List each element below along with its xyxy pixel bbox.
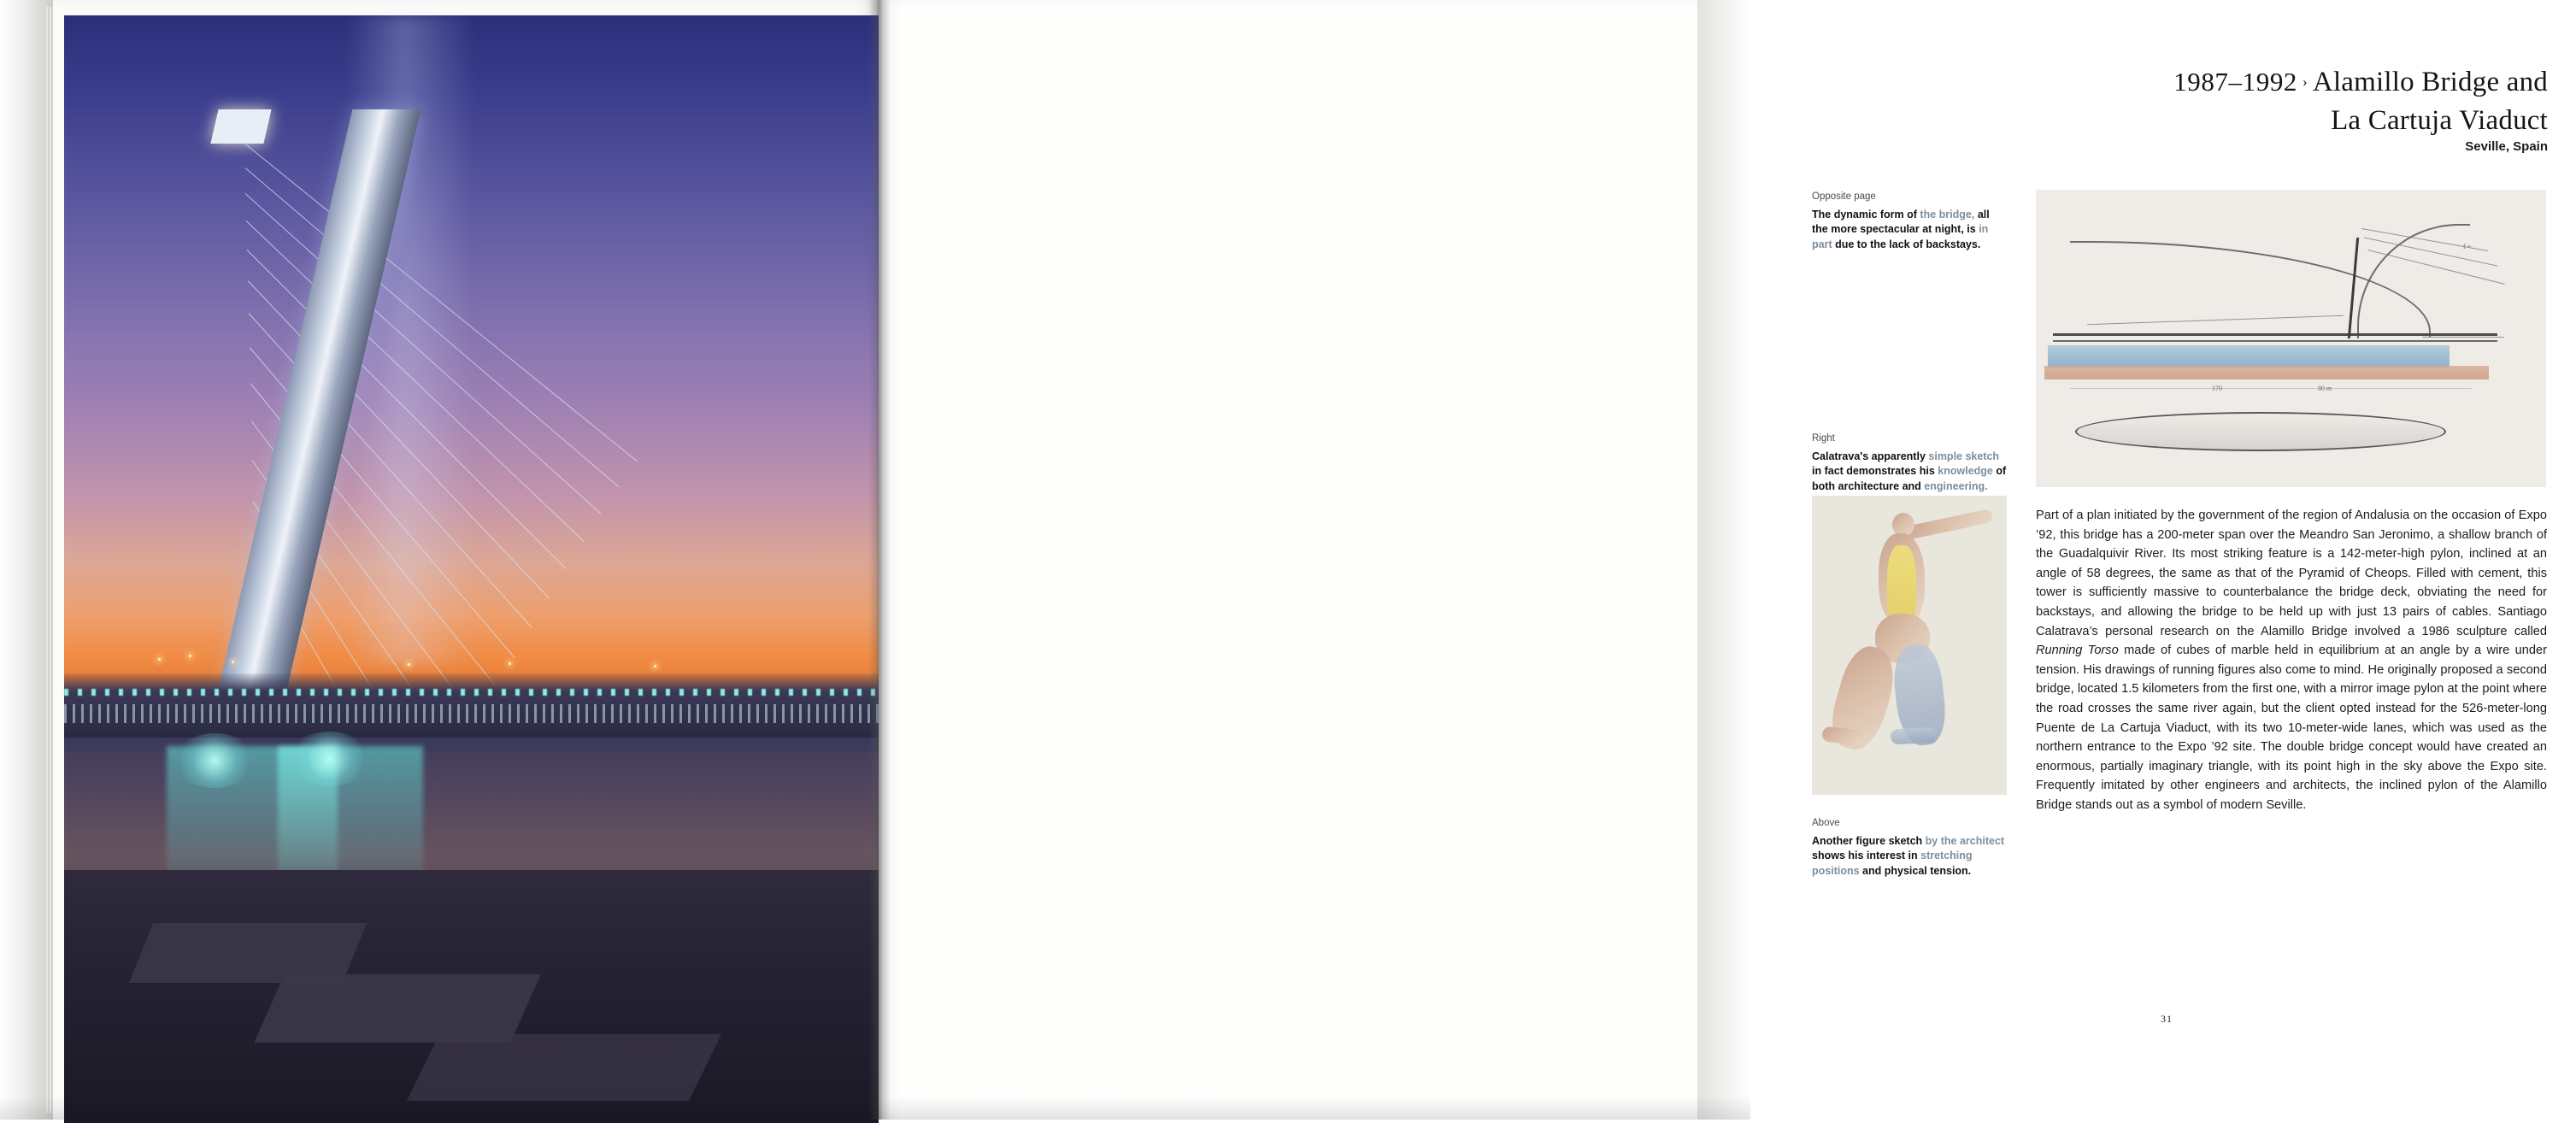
caption-lead: Right	[1812, 433, 1835, 444]
figure-front-foot	[1891, 727, 1938, 745]
pylon-top-light	[210, 109, 271, 144]
figure-highlight	[1887, 545, 1916, 624]
sketch-annotation: 80 m	[2318, 385, 2332, 392]
distant-light	[232, 661, 234, 663]
distant-light	[509, 662, 511, 665]
project-title-line1: Alamillo Bridge and	[2312, 67, 2548, 97]
sketch-ground	[2044, 366, 2489, 379]
caption-body: The dynamic form of the bridge, all the more spectacular at night, is in part due to the lack of backstays.	[1812, 208, 1990, 250]
bridge-photograph	[64, 15, 879, 1108]
sketch-river	[2048, 345, 2450, 367]
sketch-line	[2422, 337, 2504, 338]
distant-light	[189, 655, 191, 657]
page-number: 31	[2161, 1013, 2173, 1025]
deck-lighting	[64, 689, 879, 696]
caption-above	[1812, 816, 2007, 879]
caption-body: Calatrava's apparently simple sketch in fact demonstrates his knowledge of both architecture and engineering.	[1812, 450, 2007, 492]
page-title	[1945, 65, 2548, 138]
project-years: 1987–1992	[2173, 67, 2298, 97]
sketch-deck-line	[2053, 333, 2497, 336]
right-page	[879, 0, 2548, 1120]
title-separator: ›	[2303, 73, 2308, 90]
book-edge-right	[1697, 0, 1750, 1120]
under-deck-light	[173, 733, 256, 788]
sketch-line	[2070, 388, 2472, 389]
sketch-pylon-curve	[2357, 224, 2470, 338]
sketch-annotation: 170	[2212, 385, 2222, 392]
quay-slab	[254, 974, 541, 1043]
figure-back-foot	[1821, 726, 1864, 746]
under-deck-light	[288, 732, 370, 786]
project-location: Seville, Spain	[2465, 139, 2548, 154]
distant-light	[408, 663, 410, 666]
bridge-sketch-figure	[2036, 190, 2546, 487]
caption-right	[1812, 432, 2007, 494]
caption-body: Another figure sketch by the architect shows his interest in stretching positions and physical tension.	[1812, 834, 2005, 877]
distant-light	[654, 665, 656, 667]
sketch-deck-line	[2053, 340, 2497, 342]
figure-sketch-figure	[1812, 496, 2007, 795]
quay-slab	[407, 1034, 721, 1101]
deck-railing	[64, 704, 879, 723]
sketch-lower-plan	[2075, 412, 2446, 451]
book-edge-left	[0, 0, 55, 1120]
body-text: Part of a plan initiated by the government of the region of Andalusia on the occasion of Expo ’92, this bridge has a 200-meter span over the Meandro San Jeronimo, a shallow branch of the Guadalquivir River. Its most striking feature is a 142-meter-high pylon, inclined at an angle of 58 degrees, the same as that of the Pyramid of Cheops. Filled with cement, this tower is sufficiently massive to counterbalance the bridge deck, obviating the need for backstays, and allowing the bridge to be held up with just 13 pairs of cables. Santiago Calatrava’s personal research on the Alamillo Bridge involved a 1986 sculpture called Running Torso made of cubes of marble held in equilibrium at an angle by a wire under tension. His drawings of running figures also come to mind. He originally proposed a second bridge, located 1.5 kilometers from the first one, with a mirror image pylon at the point where the road crosses the same river again, but the client opted instead for the 526-meter-long Puente de La Cartuja Viaduct, with its two 10-meter-wide lanes, which was used as the northern entrance to the Expo ’92 site. The double bridge concept would have created an enormous, partially imaginary triangle, with its point high in the sky above the Expo site. Frequently imitated by other engineers and architects, the inclined pylon of the Alamillo Bridge stands out as a symbol of modern Seville.	[2036, 509, 2547, 812]
caption-lead: Opposite page	[1812, 191, 1876, 202]
caption-lead: Above	[1812, 818, 1840, 828]
caption-opposite-page	[1812, 190, 2007, 252]
left-page	[53, 0, 879, 1120]
project-title-line2: La Cartuja Viaduct	[2331, 105, 2548, 136]
sketch-annotation: f =	[2463, 243, 2472, 250]
distant-light	[158, 658, 161, 661]
